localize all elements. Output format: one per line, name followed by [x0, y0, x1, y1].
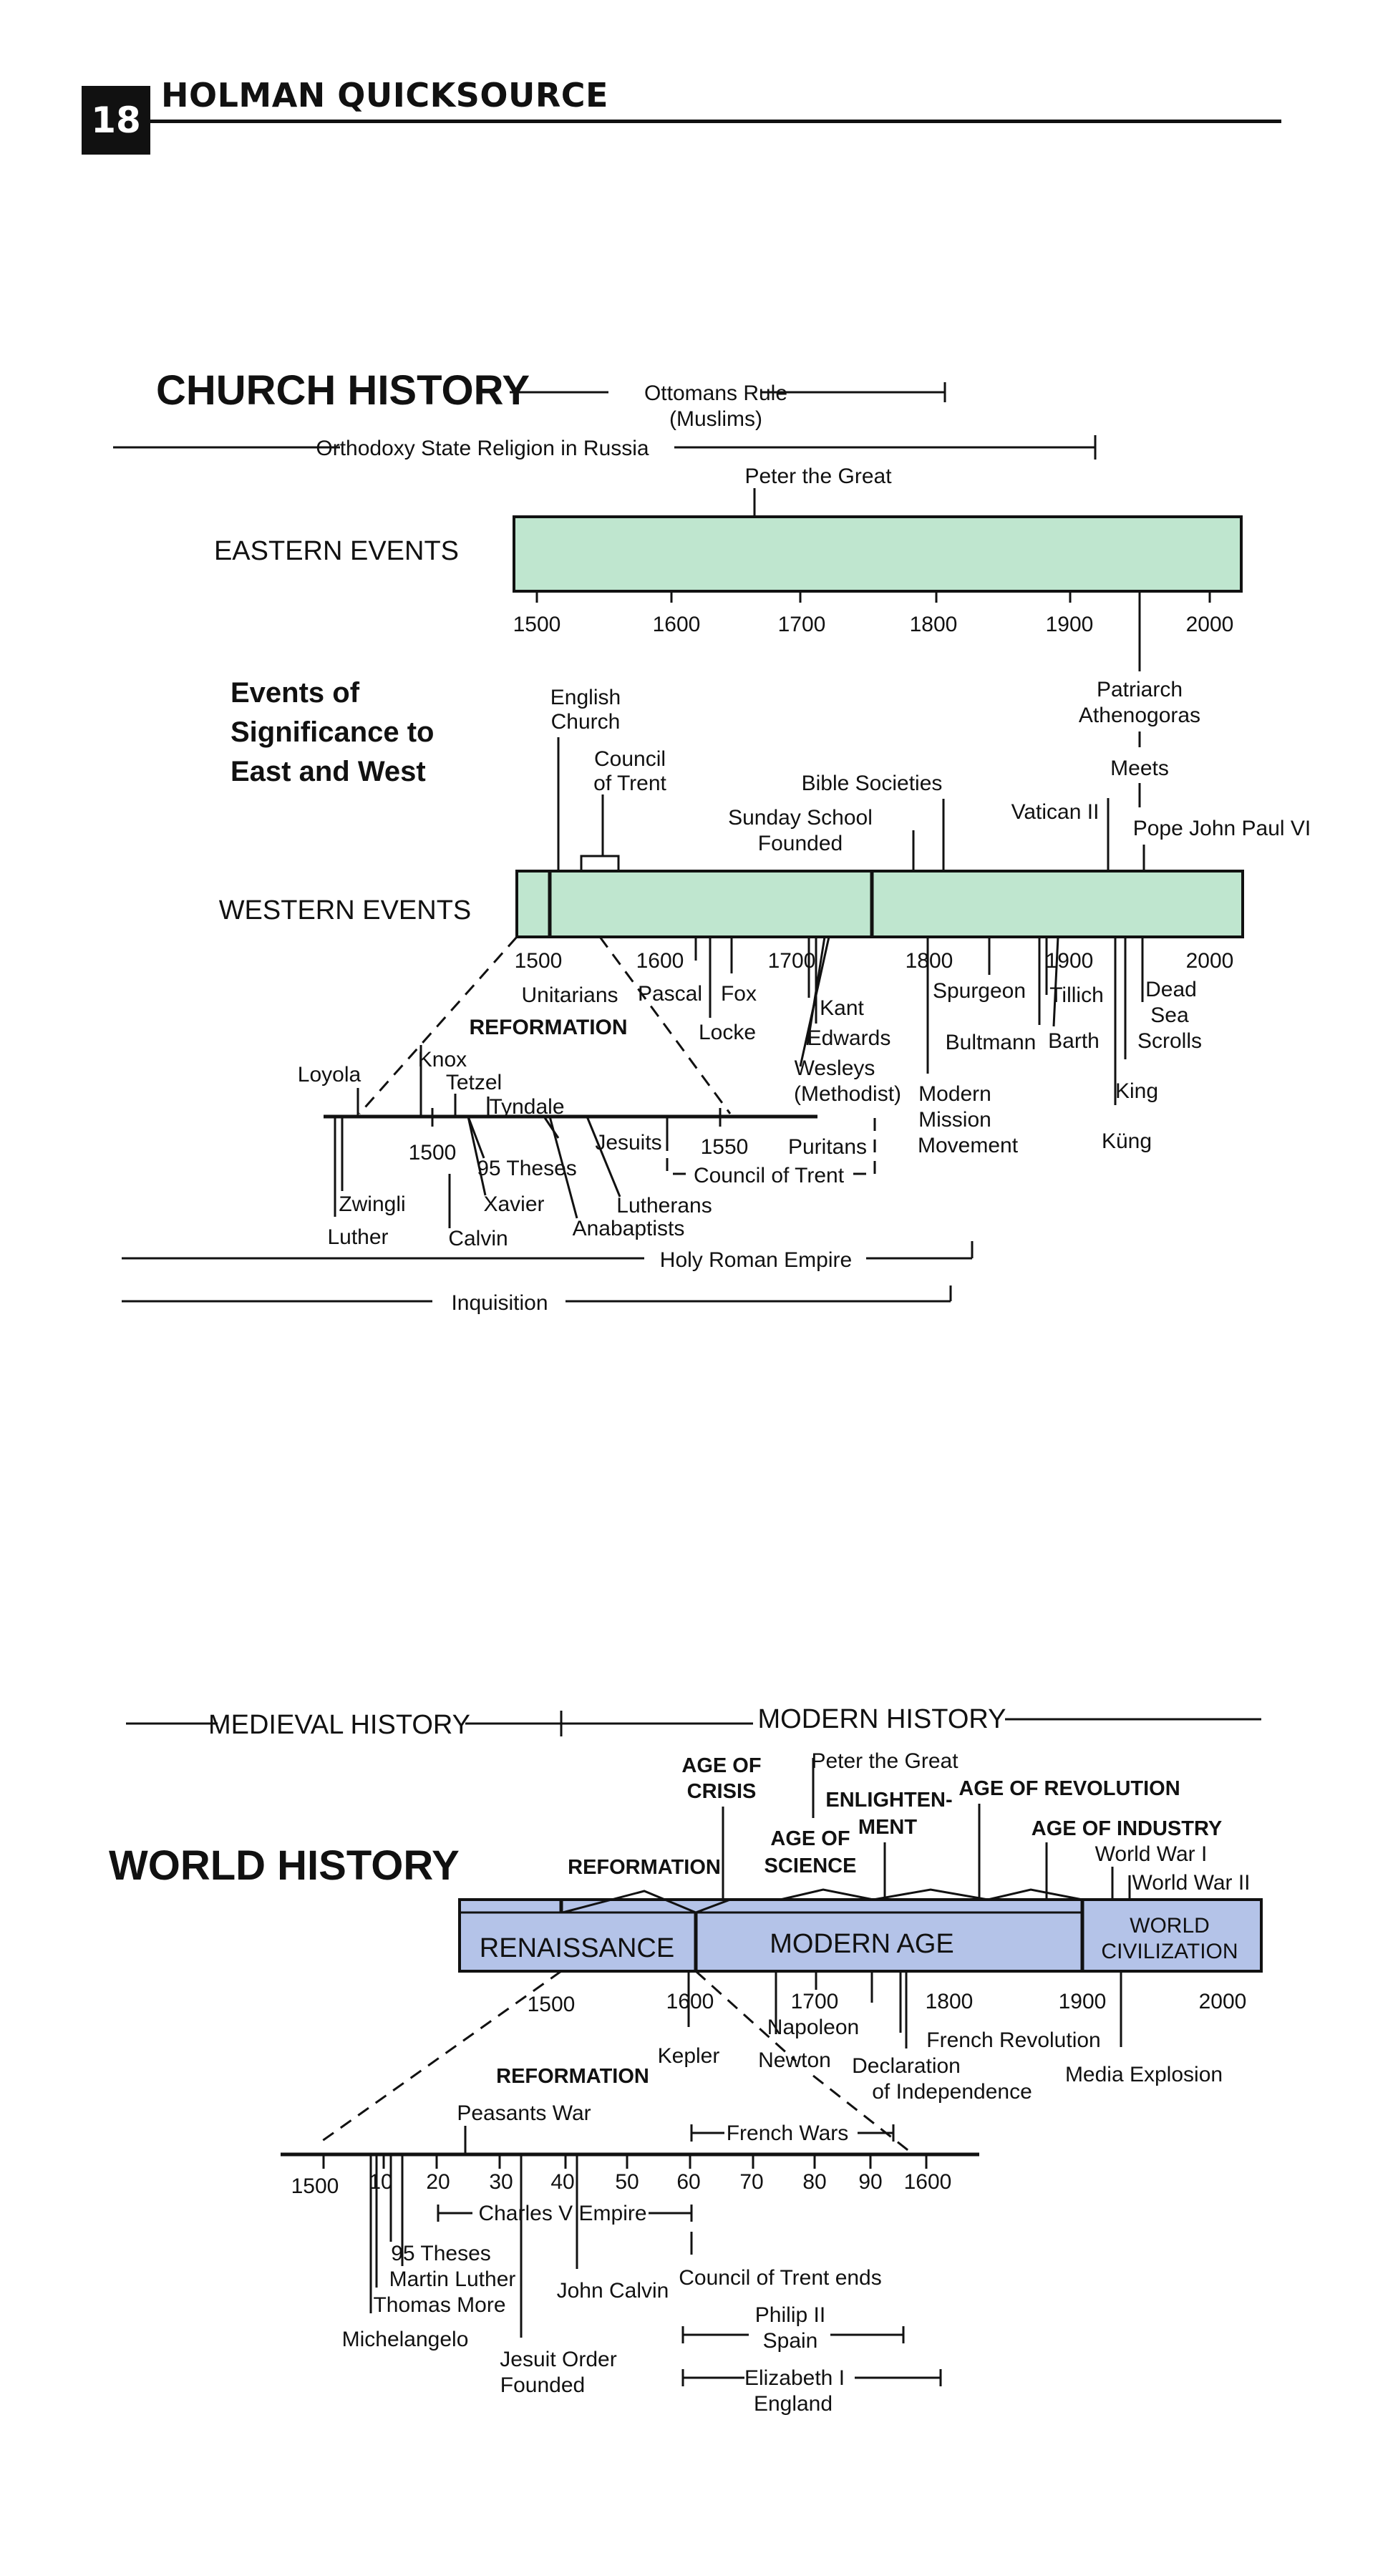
loyola-label: Loyola	[297, 1063, 361, 1087]
dead-sea-label-3: Scrolls	[1137, 1029, 1203, 1053]
sub-year-20: 20	[426, 2170, 450, 2194]
church-history-title: CHURCH HISTORY	[156, 367, 530, 414]
pope-label: Pope John Paul VI	[1132, 817, 1311, 840]
dead-sea-label: Dead	[1145, 978, 1197, 1001]
jesuit-order-label-2: Founded	[500, 2373, 586, 2397]
sub-year-60: 60	[676, 2170, 701, 2194]
modern-history-label: MODERN HISTORY	[757, 1704, 1006, 1734]
sub-year-1550: 1550	[700, 1135, 749, 1159]
eastern-year-1800: 1800	[909, 613, 958, 636]
edwards-label: Edwards	[807, 1026, 891, 1050]
peasants-war-label: Peasants War	[457, 2101, 591, 2125]
zwingli-label: Zwingli	[339, 1192, 406, 1216]
media-explosion-label: Media Explosion	[1064, 2063, 1223, 2086]
western-events-label: WESTERN EVENTS	[218, 895, 472, 925]
world-year-1600: 1600	[666, 1990, 714, 2013]
inquisition-label: Inquisition	[451, 1291, 548, 1315]
western-year-1900: 1900	[1045, 949, 1094, 973]
eastern-events-bar	[514, 517, 1241, 591]
western-events-bar	[517, 871, 1243, 937]
renaissance-label: RENAISSANCE	[479, 1933, 675, 1963]
kung-label: Küng	[1101, 1129, 1152, 1153]
meets-label: Meets	[1110, 757, 1169, 780]
napoleon-label: Napoleon	[767, 2016, 860, 2039]
sub-year-80: 80	[802, 2170, 827, 2194]
anabaptists-label: Anabaptists	[572, 1217, 685, 1240]
ww1-label: World War I	[1094, 1842, 1208, 1866]
modern-mission-label-2: Mission	[918, 1108, 991, 1132]
world-civilization-label: WORLD	[1130, 1914, 1210, 1938]
ottomans-label: Ottomans Rule	[644, 381, 788, 405]
knox-label: Knox	[417, 1048, 467, 1071]
church-history	[113, 367, 1311, 1315]
sunday-school-label-2: Founded	[757, 832, 843, 855]
running-header: HOLMAN QUICKSOURCE	[161, 76, 608, 115]
significance-line-1: Events of	[230, 677, 360, 709]
john-calvin-label: John Calvin	[556, 2279, 669, 2303]
eastern-year-2000: 2000	[1185, 613, 1234, 636]
age-of-crisis-label: AGE OF	[681, 1754, 762, 1777]
age-of-revolution-label: AGE OF REVOLUTION	[958, 1777, 1180, 1800]
western-year-2000: 2000	[1185, 949, 1234, 973]
charles-v-label: Charles V Empire	[478, 2202, 647, 2225]
modern-age-label: MODERN AGE	[770, 1929, 954, 1959]
council-label: Council	[593, 747, 666, 771]
eastern-year-1700: 1700	[777, 613, 826, 636]
lutherans-label: Lutherans	[616, 1194, 712, 1217]
sub-year-1500: 1500	[408, 1141, 457, 1165]
sub-year-40: 40	[550, 2170, 575, 2194]
enlightenment-label: ENLIGHTEN-	[825, 1789, 953, 1812]
wesleys-label-2: (Methodist)	[793, 1082, 902, 1106]
bible-societies-label: Bible Societies	[801, 772, 943, 795]
church-reformation-label: REFORMATION	[469, 1016, 628, 1039]
jesuits-label: Jesuits	[595, 1131, 662, 1155]
world-year-1500: 1500	[527, 1993, 576, 2016]
calvin-label: Calvin	[448, 1227, 508, 1250]
church-95-theses-label: 95 Theses	[477, 1157, 577, 1180]
age-of-industry-label: AGE OF INDUSTRY	[1031, 1817, 1223, 1840]
world-year-1800: 1800	[925, 1990, 974, 2013]
athenogoras-label: Athenogoras	[1078, 704, 1201, 727]
philip-label: Philip II	[754, 2303, 826, 2327]
english-church-label-2: Church	[550, 710, 621, 734]
page-number: 18	[82, 86, 150, 155]
sub-year-1600: 1600	[903, 2170, 952, 2194]
michelangelo-label: Michelangelo	[341, 2328, 469, 2351]
pascal-label: Pascal	[637, 982, 703, 1006]
modern-mission-label: Modern	[918, 1082, 991, 1106]
declaration-label: Declaration	[852, 2054, 961, 2078]
sunday-school-label: Sunday School	[728, 806, 873, 830]
world-year-2000: 2000	[1198, 1990, 1247, 2013]
sub-year-90: 90	[858, 2170, 883, 2194]
significance-line-3: East and West	[230, 756, 426, 787]
thomas-more-label: Thomas More	[373, 2293, 506, 2317]
orthodoxy-label: Orthodoxy State Religion in Russia	[316, 437, 649, 460]
council-trent-ends-label: Council of Trent ends	[679, 2266, 882, 2290]
ww2-label: World War II	[1132, 1871, 1251, 1895]
vatican-label: Vatican II	[1011, 800, 1100, 824]
xavier-label: Xavier	[483, 1192, 545, 1216]
barth-label: Barth	[1048, 1029, 1100, 1053]
world-95-theses-label: 95 Theses	[391, 2242, 491, 2265]
world-peter-label: Peter the Great	[811, 1749, 958, 1773]
council-label-2: of Trent	[593, 772, 666, 795]
tillich-label: Tillich	[1049, 983, 1104, 1007]
world-year-1700: 1700	[790, 1990, 839, 2013]
eastern-events-label: EASTERN EVENTS	[213, 536, 460, 566]
western-year-1500: 1500	[514, 949, 563, 973]
kant-label: Kant	[820, 996, 864, 1020]
sub-year-70: 70	[739, 2170, 764, 2194]
modern-mission-label-3: Movement	[917, 1134, 1019, 1157]
age-of-science-label-2: SCIENCE	[764, 1855, 857, 1877]
luther-label: Luther	[327, 1225, 389, 1249]
world-reformation-top-label: REFORMATION	[568, 1856, 721, 1879]
world-year-1900: 1900	[1058, 1990, 1107, 2013]
tyndale-label: Tyndale	[489, 1095, 565, 1119]
ottomans-label-2: (Muslims)	[669, 407, 762, 431]
elizabeth-label-2: England	[753, 2392, 833, 2416]
french-wars-label: French Wars	[726, 2121, 849, 2145]
sub-year-10: 10	[369, 2170, 393, 2194]
western-year-1600: 1600	[636, 949, 684, 973]
eastern-year-1900: 1900	[1045, 613, 1094, 636]
western-year-1700: 1700	[767, 949, 816, 973]
world-civilization-label-2: CIVILIZATION	[1101, 1940, 1238, 1963]
world-history-title: WORLD HISTORY	[109, 1842, 460, 1889]
martin-luther-label: Martin Luther	[389, 2268, 516, 2291]
elizabeth-label: Elizabeth I	[744, 2366, 845, 2390]
age-of-science-label: AGE OF	[770, 1827, 850, 1850]
peter-the-great-label: Peter the Great	[744, 465, 892, 488]
locke-label: Locke	[698, 1021, 757, 1044]
bultmann-label: Bultmann	[945, 1031, 1037, 1054]
enlightenment-label-2: MENT	[858, 1816, 918, 1839]
patriarch-label: Patriarch	[1096, 678, 1183, 701]
puritans-label: Puritans	[787, 1135, 868, 1159]
king-label: King	[1115, 1079, 1159, 1103]
council-of-trent-label: Council of Trent	[693, 1164, 845, 1187]
holy-roman-label: Holy Roman Empire	[659, 1248, 853, 1272]
age-of-crisis-label-2: CRISIS	[686, 1780, 757, 1803]
declaration-label-2: of Independence	[872, 2080, 1032, 2104]
sub-year-1500: 1500	[291, 2174, 339, 2198]
fox-label: Fox	[720, 982, 757, 1006]
unitarians-label: Unitarians	[521, 983, 618, 1007]
significance-line-2: Significance to	[230, 716, 435, 748]
tetzel-label: Tetzel	[445, 1071, 503, 1094]
philip-label-2: Spain	[762, 2329, 818, 2353]
newton-label: Newton	[758, 2048, 831, 2072]
spurgeon-label: Spurgeon	[932, 979, 1026, 1003]
sub-year-30: 30	[489, 2170, 513, 2194]
wesleys-label: Wesleys	[794, 1056, 875, 1080]
medieval-history-label: MEDIEVAL HISTORY	[208, 1710, 471, 1740]
dead-sea-label-2: Sea	[1150, 1003, 1189, 1027]
english-church-label: English	[550, 686, 621, 709]
french-revolution-label: French Revolution	[926, 2028, 1101, 2052]
sub-year-50: 50	[615, 2170, 639, 2194]
world-history	[109, 1704, 1261, 2416]
jesuit-order-label: Jesuit Order	[500, 2348, 617, 2371]
eastern-year-1500: 1500	[513, 613, 561, 636]
eastern-year-1600: 1600	[652, 613, 701, 636]
western-year-1800: 1800	[905, 949, 953, 973]
kepler-label: Kepler	[657, 2044, 720, 2068]
world-reformation-label: REFORMATION	[496, 2065, 649, 2088]
